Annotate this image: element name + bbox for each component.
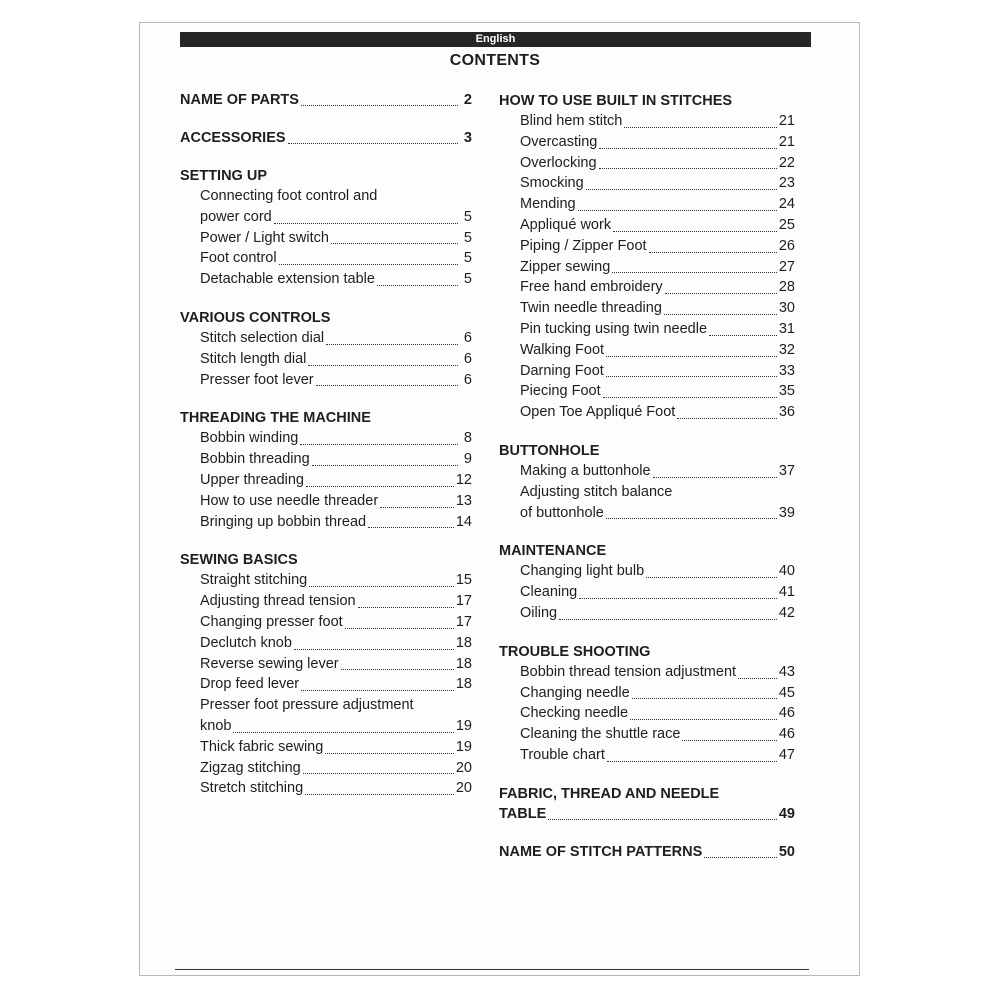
toc-entry-label-line: Adjusting stitch balance [520, 483, 673, 500]
toc-entry-label: Zigzag stitching [200, 759, 301, 776]
toc-items [180, 570, 472, 799]
toc-entry[interactable] [520, 111, 795, 132]
toc-page-number: 5 [463, 229, 472, 246]
toc-page-number: 21 [778, 133, 795, 150]
toc-entry[interactable] [200, 207, 472, 228]
toc-items [499, 111, 795, 423]
dot-leader [606, 356, 777, 357]
toc-page-number: 21 [778, 113, 795, 129]
toc-entry-label: Appliqué work [520, 216, 612, 233]
dot-leader [649, 252, 777, 253]
dot-leader [341, 669, 454, 670]
toc-entry-label: Piping / Zipper Foot [520, 237, 647, 254]
toc-page-number: 12 [455, 471, 472, 488]
toc-section [499, 784, 795, 824]
toc-entry[interactable] [520, 361, 795, 382]
dot-leader [606, 376, 777, 377]
toc-entry-label: Pin tucking using twin needle [520, 320, 708, 337]
toc-page-number: 18 [455, 676, 472, 693]
toc-entry[interactable] [520, 173, 795, 194]
toc-entry-label: Checking needle [520, 705, 629, 722]
dot-leader [632, 698, 777, 699]
toc-entry-label: of buttonhole [520, 504, 604, 521]
toc-entry[interactable] [520, 277, 795, 298]
toc-page-number: 17 [455, 613, 472, 630]
dot-leader [665, 293, 777, 294]
toc-page-number: 2 [463, 92, 472, 108]
toc-page-number: 46 [778, 726, 795, 743]
toc-page-number: 13 [455, 492, 472, 509]
dot-leader [704, 857, 777, 858]
toc-entry[interactable] [200, 612, 472, 633]
toc-entry[interactable] [200, 654, 472, 675]
toc-page-number: 20 [455, 780, 472, 797]
toc-entry[interactable] [520, 662, 795, 683]
toc-items [499, 662, 795, 766]
toc-page-number: 45 [778, 684, 795, 701]
toc-entry[interactable] [520, 561, 795, 582]
toc-entry[interactable] [200, 449, 472, 470]
toc-page-number: 14 [455, 513, 472, 530]
toc-entry-label: Bringing up bobbin thread [200, 513, 367, 530]
dot-leader [599, 168, 777, 169]
toc-entry-label: Cleaning [520, 584, 578, 601]
dot-leader [646, 577, 777, 578]
toc-entry-label: NAME OF PARTS [180, 92, 299, 108]
toc-page-number: 8 [463, 430, 472, 447]
toc-entry-label: Upper threading [200, 471, 304, 488]
toc-entry[interactable] [520, 298, 795, 319]
toc-page-number: 40 [778, 563, 795, 580]
toc-entry-label: knob [200, 717, 232, 734]
toc-entry[interactable] [180, 90, 472, 110]
toc-items [180, 328, 472, 390]
toc-section-title: BUTTONHOLE [499, 442, 600, 459]
toc-entry-label: Straight stitching [200, 572, 308, 589]
toc-page-number: 27 [778, 258, 795, 275]
toc-entry-label: Detachable extension table [200, 271, 375, 288]
dot-leader [677, 418, 777, 419]
toc-page-number: 31 [778, 320, 795, 337]
dot-leader [738, 678, 777, 679]
toc-entry[interactable] [200, 269, 472, 290]
toc-left-column [180, 90, 472, 817]
toc-page-number: 47 [778, 746, 795, 763]
toc-page-number: 19 [455, 717, 472, 734]
toc-entry[interactable] [520, 402, 795, 423]
toc-section [180, 166, 472, 290]
toc-entry-label: Zipper sewing [520, 258, 611, 275]
toc-section-title: SETTING UP [180, 168, 268, 184]
toc-entry-label: Power / Light switch [200, 229, 329, 246]
toc-entry[interactable] [200, 228, 472, 249]
toc-section [180, 408, 472, 532]
dot-leader [331, 243, 458, 244]
toc-entry-label: Cleaning the shuttle race [520, 726, 681, 743]
toc-items [180, 186, 472, 290]
toc-section [499, 842, 795, 862]
toc-entry-label: Changing light bulb [520, 563, 645, 580]
toc-entry[interactable] [520, 745, 795, 766]
toc-entry-label: Stitch length dial [200, 350, 307, 367]
toc-entry-label: Thick fabric sewing [200, 738, 324, 755]
dot-leader [664, 314, 777, 315]
toc-section-title: HOW TO USE BUILT IN STITCHES [499, 93, 733, 109]
toc-entry[interactable] [520, 703, 795, 724]
toc-entry[interactable] [200, 428, 472, 449]
dot-leader [309, 586, 454, 587]
toc-page-number: 37 [778, 462, 795, 479]
dot-leader [274, 223, 458, 224]
toc-page-number: 23 [778, 175, 795, 192]
footer-rule [175, 969, 809, 970]
toc-section [499, 541, 795, 623]
toc-entry[interactable] [520, 603, 795, 624]
page-title: CONTENTS [449, 52, 541, 69]
dot-leader [586, 189, 777, 190]
toc-entry[interactable] [520, 503, 795, 524]
toc-entry[interactable] [200, 570, 472, 591]
language-header-bar: English [180, 32, 811, 47]
toc-page-number: 5 [463, 271, 472, 288]
dot-leader [308, 365, 458, 366]
toc-entry-label-line: Presser foot pressure adjustment [200, 697, 414, 714]
dot-leader [603, 397, 777, 398]
toc-page-number: 32 [778, 341, 795, 358]
toc-right-column [499, 91, 795, 880]
dot-leader [301, 105, 458, 106]
toc-page-number: 33 [778, 362, 795, 379]
toc-entry[interactable] [520, 461, 795, 482]
toc-page-number: 20 [455, 759, 472, 776]
toc-entry[interactable] [200, 737, 472, 758]
toc-entry-label: Free hand embroidery [520, 279, 663, 296]
dot-leader [301, 690, 454, 691]
toc-entry[interactable] [200, 716, 472, 737]
toc-entry-label: Stretch stitching [200, 780, 304, 797]
toc-section-title: TROUBLE SHOOTING [499, 643, 651, 660]
toc-entry-label: Walking Foot [520, 341, 605, 358]
dot-leader [300, 444, 458, 445]
toc-page-number: 24 [778, 196, 795, 213]
toc-entry-label: Declutch knob [200, 634, 292, 651]
toc-entry-label: Twin needle threading [520, 300, 662, 317]
toc-page-number: 46 [778, 705, 795, 722]
dot-leader [305, 794, 454, 795]
toc-entry-label: Reverse sewing lever [200, 655, 339, 672]
toc-page-number: 28 [778, 279, 795, 296]
toc-entry-label: Bobbin threading [200, 451, 310, 468]
toc-entry-label: Piecing Foot [520, 383, 601, 400]
toc-entry[interactable] [520, 381, 795, 402]
toc-entry[interactable] [520, 683, 795, 704]
toc-entry[interactable] [499, 842, 795, 862]
dot-leader [579, 598, 777, 599]
toc-entry[interactable] [200, 674, 472, 695]
toc-entry-label-line: Connecting foot control and [200, 188, 378, 204]
dot-leader [380, 507, 454, 508]
toc-page-number: 25 [778, 216, 795, 233]
toc-page-number: 18 [455, 655, 472, 672]
toc-page-number: 6 [463, 350, 472, 367]
toc-section [180, 90, 472, 110]
dot-leader [559, 619, 777, 620]
toc-entry-label: Bobbin thread tension adjustment [520, 663, 737, 680]
toc-entry-label: Changing needle [520, 684, 630, 701]
toc-entry-label: Overlocking [520, 154, 597, 171]
toc-page-number: 18 [455, 634, 472, 651]
toc-page-number: 30 [778, 300, 795, 317]
dot-leader [358, 607, 454, 608]
dot-leader [303, 773, 454, 774]
toc-section [499, 642, 795, 766]
toc-page-number: 41 [778, 584, 795, 601]
toc-section-title: SEWING BASICS [180, 552, 298, 569]
toc-entry[interactable] [520, 582, 795, 603]
dot-leader [578, 210, 777, 211]
dot-leader [233, 732, 453, 733]
toc-entry[interactable] [520, 194, 795, 215]
toc-entry-label: Mending [520, 196, 576, 213]
dot-leader [312, 465, 458, 466]
toc-page-number: 43 [778, 663, 795, 680]
toc-entry-label: Open Toe Appliqué Foot [520, 404, 676, 421]
toc-page-number: 5 [463, 208, 472, 225]
dot-leader [606, 518, 777, 519]
toc-section-title: FABRIC, THREAD AND NEEDLE [499, 785, 720, 802]
toc-entry-label: Presser foot lever [200, 371, 314, 388]
toc-entry-label: Stitch selection dial [200, 329, 325, 346]
toc-page-number: 9 [463, 451, 472, 468]
toc-page-number: 36 [778, 404, 795, 421]
toc-entry[interactable] [200, 470, 472, 491]
dot-leader [306, 486, 454, 487]
toc-entry[interactable] [520, 257, 795, 278]
toc-section [180, 550, 472, 799]
toc-page-number: 35 [778, 383, 795, 400]
dot-leader [377, 285, 458, 286]
toc-page-number: 6 [463, 329, 472, 346]
toc-entry[interactable] [200, 370, 472, 391]
toc-entry[interactable] [200, 248, 472, 269]
toc-items [499, 561, 795, 623]
toc-entry-label: Bobbin winding [200, 430, 299, 447]
toc-entry[interactable] [520, 724, 795, 745]
toc-page-number: 3 [463, 130, 472, 146]
dot-leader [599, 148, 776, 149]
toc-entry-label: Changing presser foot [200, 613, 343, 630]
dot-leader [279, 264, 458, 265]
dot-leader [624, 127, 777, 128]
toc-entry[interactable] [520, 153, 795, 174]
dot-leader [630, 719, 777, 720]
toc-entry-label: Making a buttonhole [520, 462, 651, 479]
toc-section [180, 308, 472, 390]
dot-leader [325, 753, 454, 754]
toc-entry[interactable] [520, 132, 795, 153]
toc-items [180, 428, 472, 532]
dot-leader [368, 527, 454, 528]
toc-entry-label: Foot control [200, 250, 277, 267]
toc-section-title: MAINTENANCE [499, 543, 607, 560]
toc-entry-label: NAME OF STITCH PATTERNS [499, 843, 703, 860]
dot-leader [345, 628, 454, 629]
toc-entry-label: Overcasting [520, 133, 598, 150]
toc-entry[interactable] [200, 633, 472, 654]
toc-page-number: 22 [778, 154, 795, 171]
toc-entry-label: Trouble chart [520, 746, 605, 763]
dot-leader [607, 761, 777, 762]
dot-leader [612, 272, 777, 273]
toc-page-number: 5 [463, 250, 472, 267]
toc-entry-label: Oiling [520, 604, 558, 621]
toc-page-number: 49 [778, 805, 795, 822]
dot-leader [294, 649, 454, 650]
toc-entry[interactable] [200, 491, 472, 512]
toc-entry-label: Darning Foot [520, 362, 604, 379]
toc-section-title: VARIOUS CONTROLS [180, 309, 331, 326]
toc-entry-label: Drop feed lever [200, 676, 300, 693]
toc-entry[interactable] [520, 319, 795, 340]
toc-entry-label: How to use needle threader [200, 492, 379, 509]
toc-entry[interactable] [200, 349, 472, 370]
toc-entry[interactable] [520, 215, 795, 236]
toc-page-number: 50 [778, 843, 795, 860]
toc-entry[interactable] [520, 340, 795, 361]
dot-leader [682, 740, 776, 741]
dot-leader [613, 231, 777, 232]
dot-leader [326, 344, 458, 345]
toc-entry[interactable] [200, 758, 472, 779]
toc-entry[interactable] [200, 591, 472, 612]
dot-leader [653, 477, 777, 478]
toc-page-number: 39 [778, 504, 795, 521]
toc-entry-label: power cord [200, 208, 272, 225]
toc-entry[interactable] [180, 128, 472, 148]
toc-page-number: 19 [455, 738, 472, 755]
toc-section [180, 128, 472, 148]
dot-leader [316, 385, 458, 386]
toc-entry[interactable] [200, 512, 472, 533]
dot-leader [709, 335, 777, 336]
toc-page-number: 17 [455, 593, 472, 610]
toc-page-number: 6 [463, 371, 472, 388]
toc-entry-label: ACCESSORIES [180, 130, 286, 146]
toc-entry[interactable] [200, 328, 472, 349]
toc-section [499, 91, 795, 423]
toc-entry-label: Smocking [520, 175, 584, 192]
toc-page-number: 26 [778, 237, 795, 254]
toc-entry[interactable] [200, 778, 472, 799]
dot-leader [288, 143, 458, 144]
toc-page-number: 15 [455, 572, 472, 589]
toc-entry[interactable] [499, 804, 795, 824]
toc-page-number: 42 [778, 604, 795, 621]
toc-entry-label: TABLE [499, 805, 547, 822]
dot-leader [548, 819, 777, 820]
toc-entry-label: Adjusting thread tension [200, 593, 356, 610]
toc-items [499, 461, 795, 523]
toc-section [499, 441, 795, 523]
toc-entry-label: Blind hem stitch [520, 113, 623, 129]
toc-section-title: THREADING THE MACHINE [180, 410, 371, 427]
toc-entry[interactable] [520, 236, 795, 257]
